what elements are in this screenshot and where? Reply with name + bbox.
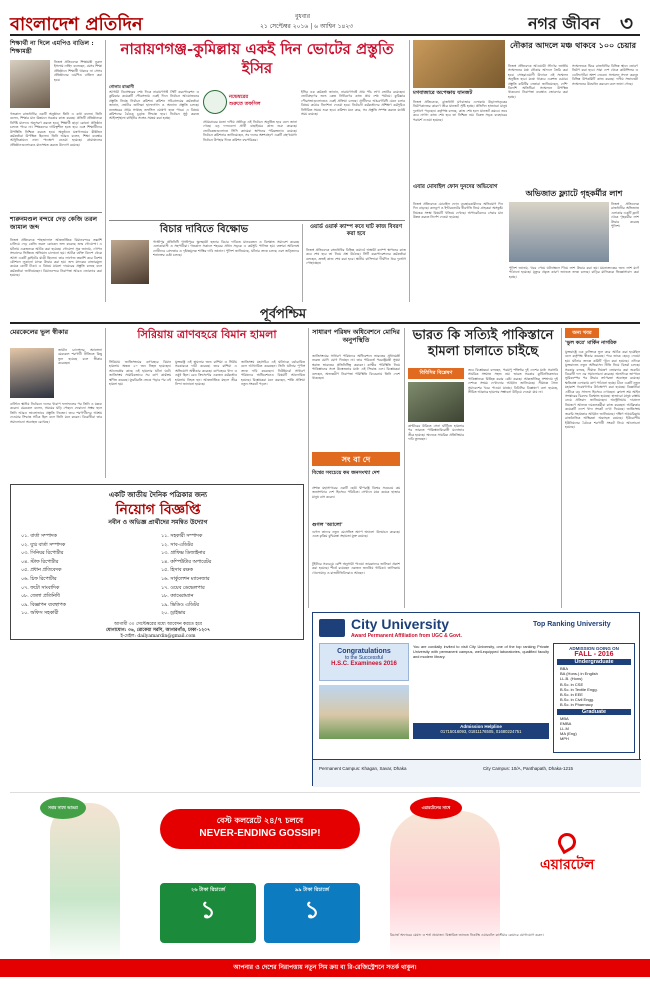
airtel-brand: এয়ারটেল — [540, 857, 595, 873]
ug-program: B.Sc. in CSE — [560, 681, 584, 687]
ug-program: B.Sc. in EEE — [560, 692, 583, 698]
recruit-email[interactable]: ই-মেইল: dailyamardin@gmail.com — [120, 634, 196, 639]
protest-story — [109, 224, 299, 302]
recruit-pos: ১৬. সার্কুলেশন ম্যানেজার — [161, 576, 210, 582]
permanent-campus: Permanent Campus: Khagan, Savar, Dhaka — [319, 766, 407, 771]
university-body: You are cordially invited to visit City University, one of the top ranking Private University with permanent campus, well-equipped laboratories, qualified faculty and modern library. — [413, 645, 549, 659]
story-headline[interactable]: ভারত কি সত্যিই পাকিস্তানে হামলা চালাতে চাইছে — [412, 328, 554, 359]
brief-story — [312, 470, 400, 608]
recruit-pos: ১৯. ভিডিও এডিটর — [161, 602, 199, 608]
airtel-ad[interactable] — [10, 792, 640, 976]
bubble-right-text: এয়ারটেলের সাথে — [421, 805, 451, 810]
issue-date: ২১ সেপ্টেম্বর ২০১৬ | ৬ আশ্বিন ১৪২৩ — [260, 23, 354, 30]
recruit-pos: ০৭. ফটো সাংবাদিক — [21, 585, 60, 591]
un-story — [312, 328, 400, 448]
offer-banner-text: বেস্ট কলরেটে ২৪/৭ চলবে — [216, 815, 304, 825]
masthead-logo[interactable]: বাংলাদেশ প্রতিদিন — [10, 14, 143, 35]
recruit-contact: যোগাযোগ: ৩৬, রোকেয়া সরণি, আগারগাঁও, ঢাকা-১২০৭ — [105, 628, 211, 633]
analysis-tag — [408, 368, 464, 379]
university-ranking: Top Ranking University — [533, 621, 611, 628]
ug-program: B.Sc. in Pharmacy — [560, 702, 593, 708]
recruit-pos: ০৩. সিনিয়র রিপোর্টার — [21, 551, 64, 557]
lion-photo — [413, 40, 505, 88]
other-tag-label: অন্য খবর — [572, 330, 592, 336]
ec-logo — [203, 90, 227, 114]
airtel-logo-icon — [555, 830, 580, 855]
recruit-title: নিয়োগ বিজ্ঞপ্তি — [115, 502, 201, 518]
recruit-pos: ০২. যুগ্ম বার্তা সম্পাদক — [21, 542, 66, 548]
offer-2-main: ১ — [304, 895, 320, 924]
grad-program: MA (Eng) — [560, 731, 577, 737]
issue-day: বুধবার — [295, 13, 311, 20]
grad-program: MBA — [560, 715, 569, 721]
syria-story — [109, 328, 305, 478]
analysis-tag-label: বিবিসির বিশ্লেষণ — [419, 370, 453, 376]
other-news — [565, 328, 640, 608]
offer-box-2[interactable] — [264, 883, 360, 943]
airtel-footer-bar — [0, 959, 650, 977]
story-body-col1: কাশ্মীরের উরিতে সেনা ঘাঁটিতে হামলার পর ভারতে পাকিস্তানবিরোধী মনোভাব তীব্র হয়েছে। অনেকে সামরিক প্রতিক্রিয়ার দাবি তুলছেন। — [408, 424, 464, 442]
other-headline[interactable]: 'ভুল করে' মার্কিন নাগরিক — [565, 340, 617, 346]
story-body-cont: বার্লিনে স্থানীয় নির্বাচনে দলের খারাপ ফলাফলের পর তিনি এ মন্তব্য করেন। মেরকেল বলেন, সময়ের ঘড়ি পেছনে ফেরানো সম্ভব হলে তিনি আরও ভালোভাবে প্রস্তুতি নিতেন। তবে শরণার্থীদের আশ্রয় দেওয়ার সিদ্ধান্ত সঠিক ছিল বলে তিনি মনে করেন। বিরোধীরা তার সমালোচনা অব্যাহত রেখেছে। — [10, 402, 102, 424]
story-body: নিজস্ব প্রতিবেদক, রাজধানী মগবাজার এলাকায় উড়ালসড়কের নির্মাণকাজের কারণে তীব্র যানজট সৃষ্টি হচ্ছে। প্রতিদিন হাজারো মানুষ দুর্ভোগে পড়ছেন। কর্তৃপক্ষ বলছে, কাজ শেষ হলে যানজট কমবে। তবে কবে নাগাদ কাজ শেষ হবে তা নিশ্চিত নয়। বিকল্প সড়ক ব্যবহারের পরামর্শ দেওয়া হয়েছে। — [413, 100, 507, 122]
recruitment-ad[interactable] — [10, 484, 304, 640]
india-story — [408, 328, 558, 480]
other-tag — [565, 328, 599, 338]
story-body: নিজস্ব প্রতিবেদক আওয়ামী লীগের জাতীয় সম্মেলনের মঞ্চ নৌকার আদলে তৈরি করা হবে। সোহরাওয়ার্দী উদ্যানে এই সম্মেলন অনুষ্ঠিত হবে। মঞ্চে থাকবে একশত চেয়ার। প্রস্তুতি কমিটির নেতারা জানিয়েছেন, দেশি-বিদেশি অতিথিরা সম্মেলনে উপস্থিত থাকবেন। নিরাপত্তা ব্যবস্থাও জোরদার করা হচ্ছে। — [508, 64, 568, 99]
recruit-list-left — [21, 533, 151, 619]
bubble-left — [40, 797, 86, 819]
congrats-line3: H.S.C. Examinees 2016 — [331, 661, 397, 667]
story-headline[interactable]: মগবাজারে অপেক্ষায় যানজট — [413, 90, 473, 96]
victim-photo — [111, 240, 149, 284]
story-headline[interactable]: বিচার দাবিতে বিক্ষোভ — [159, 224, 249, 235]
recruit-list-right — [161, 533, 295, 619]
story-headline[interactable]: সিরিয়ায় ত্রাণবহরে বিমান হামলা — [137, 328, 277, 341]
ug-program: BBA — [560, 666, 569, 671]
recruit-pos: ০১. বার্তা সম্পাদক — [21, 534, 57, 539]
story-body: গাজীপুর প্রতিনিধি গাজীপুরে স্কুলছাত্রী হত্যার বিচার দাবিতে মানববন্ধন ও বিক্ষোভ সমাবেশ করেছে এলাকাবাসী ও সহপাঠীরা। গতকাল সকালে শহরের প্রধান সড়কে এ কর্মসূচি পালিত হয়। বক্তারা অবিলম্বে দোষীদের গ্রেফতার ও দৃষ্টান্তমূলক শাস্তির দাবি জানান। পুলিশ জানিয়েছে, ঘটনার তদন্ত চলছে এবং জড়িতদের শনাক্তের চেষ্টা চলছে। — [153, 240, 299, 258]
congrats-line1: Congratulations — [337, 648, 391, 655]
story-body: নিজস্ব প্রতিবেদক রাজধানীর অভিজাত এলাকার একটি ফ্ল্যাট থেকে গৃহকর্মীর লাশ উদ্ধার করেছে পুলিশ। — [611, 202, 639, 229]
recruit-pos: ০৫. প্রধান প্রতিবেদক — [21, 568, 62, 574]
story-headline[interactable]: এবার মোবাইল ফোন দুনদের অভিযোগ — [413, 184, 498, 190]
story-body: জার্মান চ্যান্সেলর অ্যাঙ্গেলা মেরকেল শরণার্থী নীতিতে কিছু ভুল হয়েছে বলে স্বীকার করেছেন। — [58, 348, 102, 366]
brief-banner-label: সং বা দে — [341, 454, 371, 464]
lead-headline[interactable]: নারায়ণগঞ্জ-কুমিল্লায় একই দিন ভোটের প্রস্তুতি ইসির — [120, 40, 394, 77]
recruit-pos: ১২. সাব-এডিটর — [161, 542, 193, 548]
story-body: নিজস্ব প্রতিবেদক শিক্ষামন্ত্রী নুরুল ইসলাম নাহিদ বলেছেন, যেসব শিক্ষা প্রতিষ্ঠানে শিক্ষার্থী থাকবে না সেসব প্রতিষ্ঠানের এমপিও বাতিল করা হবে। — [54, 60, 102, 82]
brief-banner — [312, 452, 400, 466]
airtel-terms: রিচার্জ অফারের মেয়াদ ও শর্ত প্রযোজ্য। বিস্তারিত জানতে নিকটস্থ এয়ারটেল কাস্টমার কেয়ারে যোগাযোগ করুন। — [390, 933, 544, 937]
admission-panel — [553, 643, 635, 753]
recruit-pos: ১৫. হিসাব রক্ষক — [161, 568, 193, 574]
section-title: নগর জীবন — [528, 14, 600, 33]
demolish-story — [306, 224, 406, 302]
ug-program: BA (Hons.) in English — [560, 671, 598, 677]
ug-label: Undergraduate — [557, 659, 631, 665]
story-body-col1: সিরিয়ায় জাতিসংঘের ত্রাণবহরে বিমান হামলায় অন্তত ২০ জন নিহত হয়েছেন। আলেপ্পোর কাছে এই হামলার ঘটনা ঘটে। জাতিসংঘ সাময়িকভাবে সব ত্রাণ কার্যক্রম স্থগিত করেছে। যুদ্ধবিরতি ভেঙে পড়ার পর এই হামলা হয়। — [109, 360, 171, 387]
brief-subhead: গুগল 'অ্যালো' — [312, 522, 343, 528]
story-body-col3: জাতিসংঘ মহাসচিব এই ঘটনাকে বর্বরোচিত বলে আখ্যায়িত করেছেন। তিনি ঘটনার পূর্ণাঙ্গ তদন্ত দাবি করেছেন। নিউইয়র্কে সাধারণ পরিষদের অধিবেশনেও বিষয়টি আলোচিত হয়েছে। বিশ্লেষকরা মনে করছেন, শান্তি প্রক্রিয়া নতুন সংকটে পড়ল। — [241, 360, 305, 387]
story-body-col2: তবে বিশ্লেষকরা বলছেন, পরমাণু শক্তিধর দুই দেশের মধ্যে সরাসরি সামরিক সংঘাত সহজ নয়। ভারত সরকার কূটনৈতিকভাবে পাকিস্তানকে বিচ্ছিন্ন করার চেষ্টা করছে। আন্তর্জাতিক সম্প্রদায় দুই দেশকে সংযম দেখানোর আহ্বান জানিয়েছে। সীমান্তে সৈন্য সমাবেশের খবর পাওয়া যাচ্ছে। বিবিসির বিশ্লেষণে বলা হয়েছে, সীমিত আকারে হামলার সম্ভাবনা উড়িয়ে দেওয়া যায় না। — [468, 368, 558, 395]
airtel-footer-text: আপনার ও দেশের নিরাপত্তায় নতুন সিম ক্রয় বা রি-রেজিস্ট্রেশনে সতর্ক থাকুন। — [233, 964, 417, 971]
story-body-cont: পুলিশ জানায়, খবর পেয়ে ঘটনাস্থলে গিয়ে লাশ উদ্ধার করা হয়। ময়নাতদন্তের জন্য লাশ মর্গে পাঠানো হয়েছে। মৃত্যুর প্রকৃত কারণ জানতে তদন্ত চলছে। বাড়ির মালিককে জিজ্ঞাসাবাদ করা হচ্ছে। — [509, 266, 639, 279]
lead-body-col2: প্রথমবারের মতো দলীয় প্রতীকে এই নির্বাচন অনুষ্ঠিত হবে বলে জানা গেছে। বড় দলগুলো প্রার্থী বাছাইয়ের কাজ শুরু করেছে। ভোটকেন্দ্রগুলোতে সিসি ক্যামেরা স্থাপনের পরিকল্পনাও রয়েছে। নির্বাচন কমিশনার জানিয়েছেন, সব দলের অংশগ্রহণে একটি গ্রহণযোগ্য নির্বাচন উপহার দিতে কমিশন বদ্ধপরিকর। — [203, 120, 297, 142]
recruit-pos: ২০. ড্রাইভার — [161, 611, 186, 617]
admission-label: ADMISSION GOING ON — [569, 646, 619, 651]
campus-photo — [319, 685, 409, 739]
story-body-cont: গতকাল রাজধানীর একটি অনুষ্ঠানে তিনি এ কথা বলেন। তিনি বলেন, শিক্ষার মান উন্নয়নে সরকার কাজ করছে। প্রতিটি প্রতিষ্ঠানকে নির্দিষ্ট মানদণ্ড অনুসরণ করতে হবে। শিক্ষার্থী ছাড়া কোনো প্রতিষ্ঠান চলতে পারে না। শিক্ষকদের দায়িত্বশীল হতে হবে এবং শিক্ষার্থীদের উপস্থিতি নিশ্চিত করতে হবে। অনুষ্ঠানে মন্ত্রণালয়ের ঊর্ধ্বতন কর্মকর্তারা উপস্থিত ছিলেন। তিনি আরও বলেন, শিক্ষা ব্যবস্থার আধুনিকায়নে নানা পদক্ষেপ নেওয়া হয়েছে। গ্রামাঞ্চলের প্রতিষ্ঠানগুলোকেও মানসম্মত করতে উদ্যোগ রয়েছে। — [10, 112, 102, 147]
helpline-number[interactable]: 01715016093, 01811176505, 01680224751 — [440, 729, 522, 734]
story-headline[interactable]: নৌকার আদলে মঞ্চ থাকবে ১০০ চেয়ার — [509, 40, 637, 50]
grad-program: MPH — [560, 736, 569, 742]
models-photo-left — [50, 803, 120, 963]
recruit-pos: ১০. অফিস সহকারী — [21, 611, 59, 617]
chair-story — [508, 40, 638, 190]
recruit-footer: আগামী ৩০ সেপ্টেম্বরের মধ্যে আবেদন করতে হবে — [113, 622, 203, 627]
merkel-story — [10, 328, 102, 478]
story-left-1 — [10, 40, 102, 208]
university-logo-icon — [319, 619, 345, 637]
offer-2-top: ৯৯ টাকা রিচার্জে — [295, 887, 329, 893]
ug-program: B.Sc. in Civil Engg. — [560, 697, 595, 703]
recruit-pos: ১৮. ক্যামেরাম্যান — [161, 594, 194, 600]
story-body: প্রশান্ত মহাসাগরের একটি ছোট্ট দ্বীপরাষ্ট্র বিশ্বের সবচেয়ে কম জনসংখ্যার দেশ হিসেবে পরিচিত। সেখানে মাত্র কয়েক হাজার মানুষ বাস করেন। — [312, 486, 400, 499]
recruit-pos: ০৮. জেলা প্রতিনিধি — [21, 594, 60, 600]
group-photo — [509, 202, 609, 262]
merkel-photo — [10, 348, 54, 398]
grad-program: LL.M — [560, 726, 569, 732]
campus-footer — [313, 759, 641, 787]
story-body: নিজস্ব প্রতিবেদক মোবাইল ফোন ব্যবহারকারীদের অভিযোগ দিন দিন বাড়ছে। কলড্রপ ও ইন্টারনেটের ধীরগতি নিয়ে গ্রাহকরা অসন্তুষ্ট। নিয়ন্ত্রক সংস্থা বিষয়টি খতিয়ে দেখছে। অপারেটরদের সেবার মান উন্নত করতে নির্দেশ দেওয়া হয়েছে। — [413, 202, 503, 220]
lead-body-col3: ইসির এক কর্মকর্তা জানান, নারায়ণগঞ্জে প্রায় পাঁচ লাখ ভোটার রয়েছেন। ভোটগ্রহণের জন্য কেন্দ্র নির্ধারণের কাজ প্রায় শেষ পর্যায়ে। কুমিল্লার পৌরসভাগুলোতেও একই প্রক্রিয়া চলছে। প্রার্থীদের আচরণবিধি মেনে চলার বিষয়ে কঠোর নির্দেশনা দেওয়া হবে। নির্বাচনী কর্মকর্তাদের প্রশিক্ষণ কর্মসূচিও নির্ধারিত সময়ে শুরু হবে। কমিশন মনে করে, সব প্রস্তুতি সম্পন্ন করতে যথেষ্ট সময় রয়েছে। — [301, 90, 405, 117]
ug-program: LL.B. (Hons) — [560, 676, 583, 682]
recruit-pos: ১৭. ওয়েব ডেভেলপার — [161, 585, 205, 591]
story-body: নিজস্ব প্রতিবেদক শাহজালাল আন্তর্জাতিক বিমানবন্দরে তল্লাশি চালিয়ে দেড় কেজি তরল কোকেন জব্দ করেছে শুল্ক গোয়েন্দা। এ ঘটনায় একজনকে আটক করা হয়েছে। গোয়েন্দা সূত্র জানায়, গোপন সংবাদের ভিত্তিতে অভিযান চালানো হয়। আটক ব্যক্তি বিদেশ থেকে আসা একটি ফ্লাইটের যাত্রী ছিলেন। তার লাগেজ তল্লাশি করে বিশেষ কৌশলে লুকানো মাদক উদ্ধার করা হয়। জব্দ মাদকের বাজারমূল্য কয়েক কোটি টাকা। এ বিষয়ে মামলা দায়েরের প্রস্তুতি চলছে বলে কর্মকর্তারা জানিয়েছেন। বিমানবন্দরে নিরাপত্তা আরও জোরদার করা হয়েছে। — [10, 238, 102, 278]
recruit-pos: ০৬. চিফ রিপোর্টার — [21, 576, 57, 582]
city-campus: City Campus: 10/A, Panthapath, Dhaka-1215 — [483, 766, 574, 771]
brief-body-2: গুগল তাদের নতুন মেসেজিং অ্যাপ অ্যালো উন্মোচন করেছে। এতে কৃত্রিম বুদ্ধিমত্তা সহায়তা যুক্ত রয়েছে। — [312, 530, 400, 539]
offer-banner — [160, 809, 360, 849]
helpline-box — [413, 723, 549, 739]
brief-body-3: টুইটারে সবচেয়ে বেশি অনুসারী পাওয়া তারকাদের তালিকা প্রকাশ করা হয়েছে। শীর্ষে রয়েছেন একজন জনপ্রিয় গায়িকা। তালিকায় খেলোয়াড় ও রাজনীতিবিদরাও আছেন। — [312, 562, 400, 575]
story-body: জাতিসংঘের সাধারণ পরিষদের অধিবেশনে ভারতের প্রধানমন্ত্রী নরেন্দ্র মোদি যোগ দিচ্ছেন না। তার পরিবর্তে পররাষ্ট্রমন্ত্রী সুষমা স্বরাজ ভারতের প্রতিনিধিত্ব করবেন। কাশ্মীর পরিস্থিতি নিয়ে পাকিস্তানের সঙ্গে উত্তেজনার মধ্যে এই সিদ্ধান্ত এল। বিশ্লেষকরা বলছেন, অভ্যন্তরীণ নিরাপত্তা পরিস্থিতি বিবেচনায় তিনি দেশে থাকছেন। — [312, 354, 400, 381]
offer-1-main: ১ — [200, 895, 216, 924]
bubble-right — [410, 797, 462, 819]
story-headline[interactable]: সাধারণ পরিষদ অধিবেশনে মোদির অনুপস্থিতি — [312, 328, 400, 344]
story-headline[interactable]: ওয়ার্ড ওয়ার্ক ক্যাম্প কবে ঘাট কাজ বিবরণ করা হবে — [309, 224, 403, 237]
university-name: City University — [351, 616, 450, 632]
other-body: যুক্তরাষ্ট্রে এক ব্যক্তিকে ভুল করে আটক করা হয়েছিল বলে কর্তৃপক্ষ স্বীকার করেছে। পরে তাকে ছেড়ে দেওয়া হয়। ঘটনার তদন্তে কমিটি গঠন করা হয়েছে। এদিকে যুক্তরাজ্যে নতুন অভিবাসন নীতি নিয়ে বিতর্ক চলছে। সরকার বলছে, সীমান্ত নিয়ন্ত্রণ জোরদার করা জরুরি। বিরোধী দল এর সমালোচনা করেছে। অন্যদিকে জাপানে ভূমিকম্পের পর উদ্ধার তৎপরতা অব্যাহত রয়েছে। ক্ষতিগ্রস্ত এলাকায় ত্রাণ পাঠানো হচ্ছে। চীনে একটি নতুন মহাকাশ গবেষণাগার উৎক্ষেপণ করা হয়েছে। বিজ্ঞানীরা এটিকে বড় সাফল্য হিসেবে দেখছেন। ফ্রান্সে শ্রম আইন সংস্কারের বিরুদ্ধে বিক্ষোভ হয়েছে। হাজারো মানুষ রাস্তায় নেমে প্রতিবাদ জানিয়েছেন। অস্ট্রেলিয়ায় দাবানল নিয়ন্ত্রণে আনতে দমকলকর্মীরা কাজ করছেন। আফ্রিকার কয়েকটি দেশে খাদ্য সংকট দেখা দিয়েছে। জাতিসংঘ জরুরি সহায়তার আহ্বান জানিয়েছে। দক্ষিণ আমেরিকায় রাজনৈতিক অস্থিরতা অব্যাহত রয়েছে। ইউরোপীয় ইউনিয়নের বৈঠকে শরণার্থী সংকট নিয়ে আলোচনা হয়েছে। — [565, 350, 640, 429]
lead-sidebar-note: নভেম্বরের শুরুতে তফসিল — [229, 94, 261, 107]
story-headline[interactable]: শিক্ষার্থী না দিলে এমপিও বাতিল : শিক্ষামন্ত্রী — [10, 40, 94, 55]
congrats-line2: to the Successful — [344, 655, 384, 661]
story-headline[interactable]: অভিজাত ফ্ল্যাটে গৃহকর্মীর লাশ — [525, 188, 623, 198]
portrait-photo — [10, 60, 50, 108]
recruit-pos: ০৯. বিজ্ঞাপন ব্যবস্থাপক — [21, 602, 66, 608]
recruit-subtitle: নবীন ও অভিজ্ঞ প্রার্থীদের সমন্বিত উদ্যোগ — [108, 519, 208, 526]
page-number: ৩ — [620, 11, 634, 35]
recruit-pos: ১১. সহকারী সম্পাদক — [161, 534, 203, 539]
lead-byline: গোলাম রাব্বানী — [109, 84, 134, 89]
world-section-title: পূর্বপশ্চিম — [260, 307, 307, 322]
lead-story — [109, 40, 405, 216]
recruit-pos: ১৪. কম্পিউটার অপারেটর — [161, 559, 212, 565]
story-headline[interactable]: শারুনমণ্ডল বন্দরে দেড় কেজি তরল জামাল জব্দ — [10, 216, 98, 231]
story-body-col2: যুক্তরাষ্ট্র এই হামলার জন্য রাশিয়া ও সিরীয় সরকারকে দায়ী করেছে। তবে রাশিয়া এ অভিযোগ অস্বীকার করেছে। ত্রাণবহরে খাদ্য ও ওষুধ ছিল। রেড ক্রিসেন্টের একজন কর্মকর্তাও হামলায় নিহত হন। আন্তর্জাতিক মহলে তীব্র নিন্দা জানানো হয়েছে। — [175, 360, 237, 387]
recruit-pos: ০৪. স্টাফ রিপোর্টার — [21, 559, 59, 565]
semester: FALL - 2016 — [574, 651, 614, 658]
bubble-left-text: সবার সাথে আড্ডা — [48, 805, 78, 810]
masthead — [10, 8, 640, 36]
ug-program: B.Sc. in Textile Engg. — [560, 686, 598, 692]
university-tagline: Award Permanent Affiliation from UGC & Govt. — [351, 633, 462, 639]
lead-body-col1: আগামী ডিসেম্বরের শেষ দিকে নারায়ণগঞ্জ সিটি করপোরেশন ও কুমিল্লার কয়েকটি পৌরসভায় একই দিনে নির্বাচন আয়োজনের প্রস্তুতি নিচ্ছে নির্বাচন কমিশন। কমিশন সচিবালয়ের কর্মকর্তারা জানান, ভোটার তালিকা হালনাগাদ ও অন্যান্য প্রস্তুতি চলছে। নভেম্বরের প্রথম সপ্তাহে তফসিল ঘোষণা হতে পারে। এ বিষয়ে কমিশনের বৈঠকে চূড়ান্ত সিদ্ধান্ত হবে। নির্বাচন সুষ্ঠু করতে আইনশৃঙ্খলা বাহিনীর সঙ্গেও সমন্বয় করা হচ্ছে। — [109, 90, 199, 121]
congrats-banner — [319, 643, 409, 681]
offer-1-top: ২৬ টাকা রিচার্জে — [191, 887, 225, 893]
grad-label: Graduate — [557, 709, 631, 715]
death-story — [413, 188, 639, 302]
recruit-pos: ১৩. গ্রাফিক্স ডিজাইনার — [161, 551, 206, 557]
gossip-text: NEVER-ENDING GOSSIP! — [199, 828, 321, 839]
university-ad[interactable] — [312, 612, 640, 786]
offer-box-1[interactable] — [160, 883, 256, 943]
story-headline[interactable]: মেরকেলের ভুল স্বীকার — [10, 328, 69, 336]
story-body: নিজস্ব প্রতিবেদক রাজধানীর বিভিন্ন ওয়ার্ডে অস্থায়ী ক্যাম্প স্থাপনের কাজ কবে শেষ হবে তা নিয়ে প্রশ্ন উঠেছে। সিটি করপোরেশনের কর্মকর্তারা বলছেন, দ্রুতই কাজ শেষ করা হবে। স্থানীয় বাসিন্দারা দীর্ঘদিন ধরে দুর্ভোগ পোহাচ্ছেন। — [306, 248, 406, 266]
story-headline[interactable]: বিশ্বের সবচেয়ে কম জনসংখ্যা দেশ — [312, 470, 380, 476]
story-body-cont: সম্মেলনকে ঘিরে রাজধানীর বিভিন্ন স্থানে তোরণ নির্মাণ করা হবে। সারা দেশ থেকে কাউন্সিলর ও ডেলিগেটরা অংশ নেবেন। সম্মেলন সফল করতে বিভিন্ন উপকমিটি কাজ করছে। দলীয় সভানেত্রী সম্মেলনের উদ্বোধন করবেন বলে জানা গেছে। — [572, 64, 638, 86]
troops-photo — [408, 382, 464, 422]
helpline-label: Admission Helpline — [460, 724, 502, 729]
recruit-intro: একটি জাতীয় দৈনিক পত্রিকার জন্য — [108, 490, 208, 499]
grad-program: EMBA — [560, 720, 572, 726]
